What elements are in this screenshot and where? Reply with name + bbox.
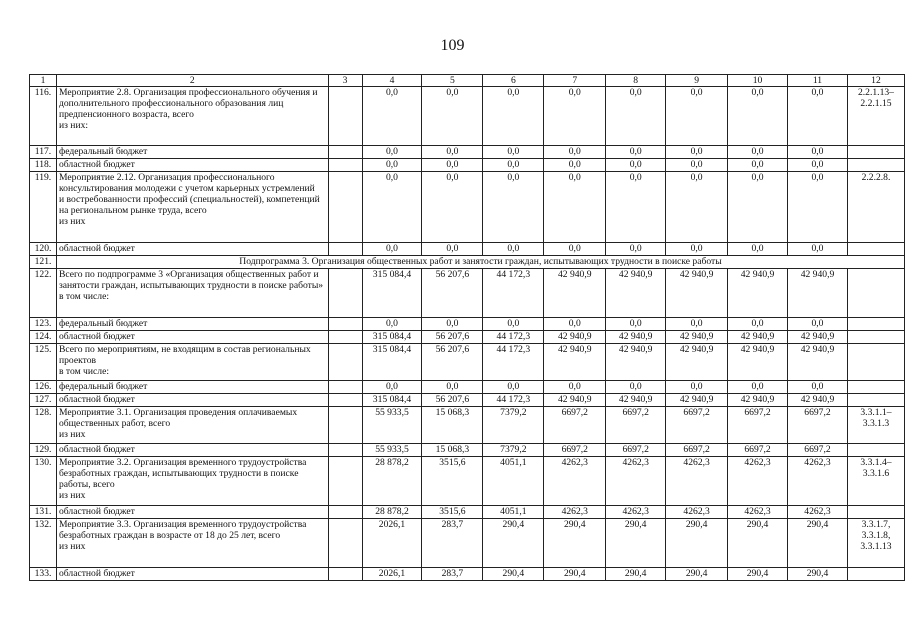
- table-row: [30, 519, 905, 568]
- row-number: 119.: [30, 172, 57, 243]
- value-cell: 42 940,9: [728, 344, 788, 381]
- value-cell: 44 172,3: [483, 269, 544, 318]
- value-cell: 0,0: [422, 381, 483, 394]
- value-cell: 6697,2: [788, 444, 848, 457]
- row-number: 131.: [30, 506, 57, 519]
- value-cell: 0,0: [728, 159, 788, 172]
- empty-cell: [328, 394, 362, 407]
- empty-cell: [328, 519, 362, 568]
- value-cell: 0,0: [544, 146, 606, 159]
- value-cell: 0,0: [788, 172, 848, 243]
- value-cell: 0,0: [666, 159, 728, 172]
- empty-cell: [328, 444, 362, 457]
- value-cell: 42 940,9: [728, 269, 788, 318]
- value-cell: 290,4: [788, 519, 848, 568]
- table-row: [30, 444, 905, 457]
- value-cell: 55 933,5: [362, 444, 422, 457]
- empty-cell: [328, 318, 362, 331]
- value-cell: 4262,3: [666, 457, 728, 506]
- value-cell: 0,0: [362, 146, 422, 159]
- value-cell: 283,7: [422, 568, 483, 581]
- column-header: 7: [544, 75, 606, 87]
- column-header: 8: [606, 75, 666, 87]
- value-cell: 0,0: [422, 172, 483, 243]
- value-cell: 0,0: [788, 318, 848, 331]
- value-cell: 290,4: [606, 519, 666, 568]
- value-cell: 42 940,9: [606, 331, 666, 344]
- value-cell: 15 068,3: [422, 407, 483, 444]
- value-cell: 56 207,6: [422, 269, 483, 318]
- value-cell: 315 084,4: [362, 331, 422, 344]
- reference-cell: 3.3.1.7, 3.3.1.8, 3.3.1.13: [847, 519, 904, 568]
- empty-cell: [328, 87, 362, 146]
- value-cell: 290,4: [544, 568, 606, 581]
- value-cell: 28 878,2: [362, 457, 422, 506]
- row-name: областной бюджет: [56, 159, 328, 172]
- value-cell: 290,4: [728, 519, 788, 568]
- value-cell: 4262,3: [544, 457, 606, 506]
- row-name: Мероприятие 3.3. Организация временного трудоустройства безработных граждан в возрасте от 18 до 25 лет, всего из них: [56, 519, 328, 568]
- value-cell: 7379,2: [483, 407, 544, 444]
- value-cell: 0,0: [606, 87, 666, 146]
- reference-cell: 2.2.1.13– 2.2.1.15: [847, 87, 904, 146]
- value-cell: 0,0: [422, 318, 483, 331]
- reference-cell: [847, 506, 904, 519]
- value-cell: 4262,3: [728, 506, 788, 519]
- value-cell: 0,0: [483, 146, 544, 159]
- value-cell: 0,0: [483, 159, 544, 172]
- value-cell: 6697,2: [544, 444, 606, 457]
- table-row: [30, 243, 905, 256]
- value-cell: 42 940,9: [666, 331, 728, 344]
- table-row: [30, 146, 905, 159]
- value-cell: 42 940,9: [544, 344, 606, 381]
- row-number: 116.: [30, 87, 57, 146]
- value-cell: 0,0: [362, 172, 422, 243]
- value-cell: 0,0: [544, 318, 606, 331]
- value-cell: 290,4: [728, 568, 788, 581]
- value-cell: 4262,3: [788, 506, 848, 519]
- empty-cell: [328, 381, 362, 394]
- value-cell: 4262,3: [728, 457, 788, 506]
- value-cell: 0,0: [483, 172, 544, 243]
- row-name: областной бюджет: [56, 243, 328, 256]
- column-header: 11: [788, 75, 848, 87]
- value-cell: 6697,2: [728, 407, 788, 444]
- value-cell: 290,4: [544, 519, 606, 568]
- value-cell: 4051,1: [483, 506, 544, 519]
- value-cell: 0,0: [788, 87, 848, 146]
- value-cell: 4262,3: [606, 457, 666, 506]
- column-header: 3: [328, 75, 362, 87]
- column-header: 5: [422, 75, 483, 87]
- row-number: 128.: [30, 407, 57, 444]
- reference-cell: [847, 243, 904, 256]
- value-cell: 0,0: [362, 381, 422, 394]
- value-cell: 42 940,9: [788, 269, 848, 318]
- table-row: [30, 318, 905, 331]
- empty-cell: [328, 344, 362, 381]
- table-row: [30, 381, 905, 394]
- value-cell: 0,0: [728, 243, 788, 256]
- table-row: [30, 87, 905, 146]
- value-cell: 44 172,3: [483, 344, 544, 381]
- value-cell: 42 940,9: [728, 394, 788, 407]
- reference-cell: 2.2.2.8.: [847, 172, 904, 243]
- value-cell: 7379,2: [483, 444, 544, 457]
- value-cell: 283,7: [422, 519, 483, 568]
- value-cell: 0,0: [544, 381, 606, 394]
- value-cell: 0,0: [666, 318, 728, 331]
- value-cell: 315 084,4: [362, 269, 422, 318]
- value-cell: 0,0: [483, 318, 544, 331]
- value-cell: 6697,2: [606, 444, 666, 457]
- reference-cell: 3.3.1.4– 3.3.1.6: [847, 457, 904, 506]
- value-cell: 42 940,9: [728, 331, 788, 344]
- value-cell: 6697,2: [606, 407, 666, 444]
- row-name: областной бюджет: [56, 568, 328, 581]
- row-name: федеральный бюджет: [56, 146, 328, 159]
- value-cell: 42 940,9: [666, 394, 728, 407]
- value-cell: 0,0: [728, 381, 788, 394]
- table-row: [30, 331, 905, 344]
- value-cell: 0,0: [483, 381, 544, 394]
- value-cell: 42 940,9: [606, 269, 666, 318]
- table-row: [30, 394, 905, 407]
- value-cell: 290,4: [606, 568, 666, 581]
- reference-cell: [847, 146, 904, 159]
- value-cell: 315 084,4: [362, 344, 422, 381]
- row-name: областной бюджет: [56, 444, 328, 457]
- value-cell: 0,0: [483, 243, 544, 256]
- column-header: 10: [728, 75, 788, 87]
- value-cell: 6697,2: [544, 407, 606, 444]
- value-cell: 3515,6: [422, 506, 483, 519]
- value-cell: 4051,1: [483, 457, 544, 506]
- reference-cell: [847, 331, 904, 344]
- value-cell: 0,0: [422, 87, 483, 146]
- value-cell: 42 940,9: [788, 331, 848, 344]
- value-cell: 0,0: [666, 87, 728, 146]
- value-cell: 0,0: [422, 146, 483, 159]
- empty-cell: [328, 331, 362, 344]
- reference-cell: [847, 318, 904, 331]
- column-header: 2: [56, 75, 328, 87]
- value-cell: 4262,3: [788, 457, 848, 506]
- row-number: 120.: [30, 243, 57, 256]
- row-name: Мероприятие 3.1. Организация проведения оплачиваемых общественных работ, всего из них: [56, 407, 328, 444]
- value-cell: 4262,3: [666, 506, 728, 519]
- value-cell: 56 207,6: [422, 344, 483, 381]
- value-cell: 0,0: [666, 172, 728, 243]
- row-number: 132.: [30, 519, 57, 568]
- row-number: 124.: [30, 331, 57, 344]
- column-header: 1: [30, 75, 57, 87]
- value-cell: 0,0: [362, 243, 422, 256]
- value-cell: 0,0: [666, 146, 728, 159]
- value-cell: 56 207,6: [422, 394, 483, 407]
- value-cell: 0,0: [362, 87, 422, 146]
- empty-cell: [328, 457, 362, 506]
- value-cell: 2026,1: [362, 519, 422, 568]
- value-cell: 0,0: [788, 243, 848, 256]
- reference-cell: [847, 269, 904, 318]
- value-cell: 42 940,9: [666, 269, 728, 318]
- value-cell: 55 933,5: [362, 407, 422, 444]
- value-cell: 44 172,3: [483, 394, 544, 407]
- value-cell: 0,0: [728, 87, 788, 146]
- value-cell: 6697,2: [666, 444, 728, 457]
- row-name: Мероприятие 3.2. Организация временного трудоустройства безработных граждан, испытывающих трудности в поиске работы, всего из них: [56, 457, 328, 506]
- row-number: 133.: [30, 568, 57, 581]
- value-cell: 6697,2: [728, 444, 788, 457]
- value-cell: 0,0: [606, 146, 666, 159]
- row-name: Мероприятие 2.8. Организация профессионального обучения и дополнительного профессионального образования лиц предпенсионного возраста, всего из них:: [56, 87, 328, 146]
- empty-cell: [328, 172, 362, 243]
- value-cell: 3515,6: [422, 457, 483, 506]
- table-row: [30, 344, 905, 381]
- table-row: [30, 568, 905, 581]
- row-number: 130.: [30, 457, 57, 506]
- value-cell: 42 940,9: [788, 394, 848, 407]
- value-cell: 44 172,3: [483, 331, 544, 344]
- value-cell: 0,0: [728, 318, 788, 331]
- value-cell: 0,0: [666, 243, 728, 256]
- value-cell: 315 084,4: [362, 394, 422, 407]
- value-cell: 0,0: [544, 159, 606, 172]
- column-header: 12: [847, 75, 904, 87]
- value-cell: 56 207,6: [422, 331, 483, 344]
- value-cell: 0,0: [606, 243, 666, 256]
- empty-cell: [328, 243, 362, 256]
- value-cell: 290,4: [483, 568, 544, 581]
- table-row: [30, 269, 905, 318]
- value-cell: 42 940,9: [666, 344, 728, 381]
- empty-cell: [328, 568, 362, 581]
- empty-cell: [328, 407, 362, 444]
- value-cell: 0,0: [422, 159, 483, 172]
- table-row: [30, 457, 905, 506]
- reference-cell: [847, 344, 904, 381]
- column-header: 9: [666, 75, 728, 87]
- value-cell: 290,4: [788, 568, 848, 581]
- value-cell: 4262,3: [544, 506, 606, 519]
- row-name: Всего по подпрограмме 3 «Организация общественных работ и занятости граждан, испытывающих трудности в поиске работы» в том числе:: [56, 269, 328, 318]
- value-cell: 2026,1: [362, 568, 422, 581]
- reference-cell: [847, 444, 904, 457]
- value-cell: 42 940,9: [544, 331, 606, 344]
- row-number: 127.: [30, 394, 57, 407]
- value-cell: 290,4: [666, 568, 728, 581]
- value-cell: 0,0: [362, 159, 422, 172]
- value-cell: 0,0: [544, 172, 606, 243]
- empty-cell: [328, 506, 362, 519]
- column-header: 6: [483, 75, 544, 87]
- empty-cell: [328, 146, 362, 159]
- column-header: 4: [362, 75, 422, 87]
- row-number: 129.: [30, 444, 57, 457]
- column-header-row: [30, 75, 905, 87]
- value-cell: 0,0: [544, 243, 606, 256]
- reference-cell: [847, 568, 904, 581]
- value-cell: 6697,2: [666, 407, 728, 444]
- row-name: областной бюджет: [56, 506, 328, 519]
- row-number: 122.: [30, 269, 57, 318]
- value-cell: 0,0: [728, 172, 788, 243]
- value-cell: 0,0: [606, 381, 666, 394]
- reference-cell: [847, 394, 904, 407]
- row-name: федеральный бюджет: [56, 318, 328, 331]
- reference-cell: 3.3.1.1– 3.3.1.3: [847, 407, 904, 444]
- empty-cell: [328, 159, 362, 172]
- row-name: областной бюджет: [56, 394, 328, 407]
- section-row: [30, 256, 905, 269]
- value-cell: 15 068,3: [422, 444, 483, 457]
- value-cell: 42 940,9: [544, 269, 606, 318]
- value-cell: 0,0: [422, 243, 483, 256]
- value-cell: 42 940,9: [606, 394, 666, 407]
- value-cell: 0,0: [788, 159, 848, 172]
- row-name: областной бюджет: [56, 331, 328, 344]
- value-cell: 290,4: [483, 519, 544, 568]
- section-title: Подпрограмма 3. Организация общественных работ и занятости граждан, испытывающих трудности в поиске работы: [56, 256, 904, 269]
- value-cell: 0,0: [606, 318, 666, 331]
- value-cell: 0,0: [788, 381, 848, 394]
- value-cell: 6697,2: [788, 407, 848, 444]
- row-number: 123.: [30, 318, 57, 331]
- row-number: 117.: [30, 146, 57, 159]
- row-name: Мероприятие 2.12. Организация профессионального консультирования молодежи с учетом карьерных устремлений и востребованности профессий (специальностей), компетенций на региональном рынке труда, всего из них: [56, 172, 328, 243]
- value-cell: 0,0: [483, 87, 544, 146]
- row-name: Всего по мероприятиям, не входящим в состав региональных проектов в том числе:: [56, 344, 328, 381]
- value-cell: 28 878,2: [362, 506, 422, 519]
- budget-table: [29, 74, 905, 581]
- value-cell: 0,0: [606, 159, 666, 172]
- value-cell: 290,4: [666, 519, 728, 568]
- reference-cell: [847, 381, 904, 394]
- value-cell: 0,0: [362, 318, 422, 331]
- empty-cell: [328, 269, 362, 318]
- page-number: 109: [440, 37, 465, 54]
- value-cell: 0,0: [788, 146, 848, 159]
- table-row: [30, 159, 905, 172]
- value-cell: 4262,3: [606, 506, 666, 519]
- value-cell: 0,0: [728, 146, 788, 159]
- value-cell: 0,0: [606, 172, 666, 243]
- row-number: 125.: [30, 344, 57, 381]
- value-cell: 42 940,9: [788, 344, 848, 381]
- row-number: 126.: [30, 381, 57, 394]
- value-cell: 42 940,9: [544, 394, 606, 407]
- value-cell: 42 940,9: [606, 344, 666, 381]
- table-row: [30, 506, 905, 519]
- row-name: федеральный бюджет: [56, 381, 328, 394]
- row-number: 121.: [30, 256, 57, 269]
- table-row: [30, 172, 905, 243]
- row-number: 118.: [30, 159, 57, 172]
- reference-cell: [847, 159, 904, 172]
- value-cell: 0,0: [544, 87, 606, 146]
- value-cell: 0,0: [666, 381, 728, 394]
- table-row: [30, 407, 905, 444]
